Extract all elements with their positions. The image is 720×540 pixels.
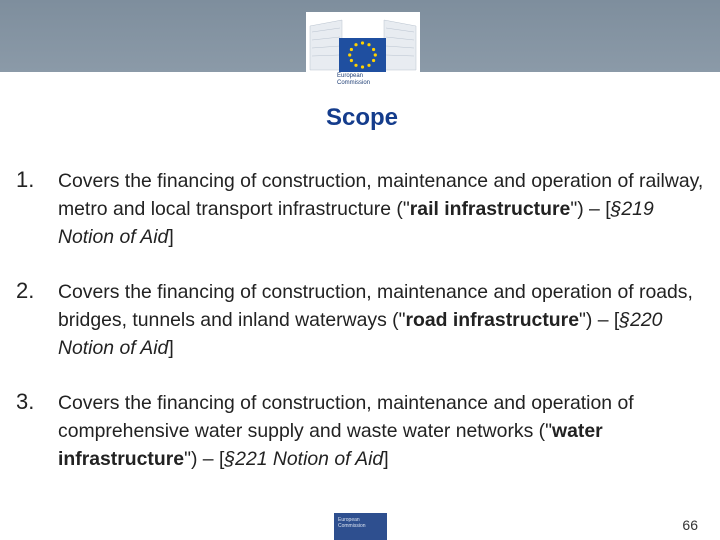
item-number: 1.	[16, 167, 35, 192]
item-term: rail infrastructure	[409, 198, 571, 220]
item-text: Covers the financing of construction, maintenance and operation of roads, bridges, tunnels and inland waterways ("road infrastructure") – [§220 Notion of Aid]	[58, 281, 693, 359]
scope-item-2	[16, 278, 706, 362]
logo-line-2: Commission	[337, 80, 371, 86]
scope-item-1	[16, 167, 706, 251]
item-number: 2.	[16, 278, 35, 303]
footer-logo	[334, 513, 387, 540]
logo-line-1: European	[337, 73, 364, 79]
footer-logo-text: European Commission	[338, 517, 366, 529]
item-text: Covers the financing of construction, maintenance and operation of railway, metro and local transport infrastructure ("rail infrastructure") – [§219 Notion of Aid]	[58, 170, 704, 248]
logo-wordmark	[337, 73, 407, 87]
item-reference: §221 Notion of Aid	[224, 448, 384, 470]
item-reference: §219 Notion of Aid	[58, 198, 654, 248]
item-term: water infrastructure	[58, 420, 603, 470]
item-term: road infrastructure	[405, 309, 579, 331]
item-reference: §220 Notion of Aid	[58, 309, 663, 359]
item-text: Covers the financing of construction, maintenance and operation of comprehensive water supply and waste water networks ("water infrastructure") – [§221 Notion of Aid]	[58, 392, 634, 470]
scope-list	[16, 167, 706, 473]
slide-title: Scope	[325, 104, 399, 131]
page-number: 66	[682, 517, 698, 533]
item-number: 3.	[16, 389, 35, 414]
scope-item-3	[16, 389, 706, 473]
